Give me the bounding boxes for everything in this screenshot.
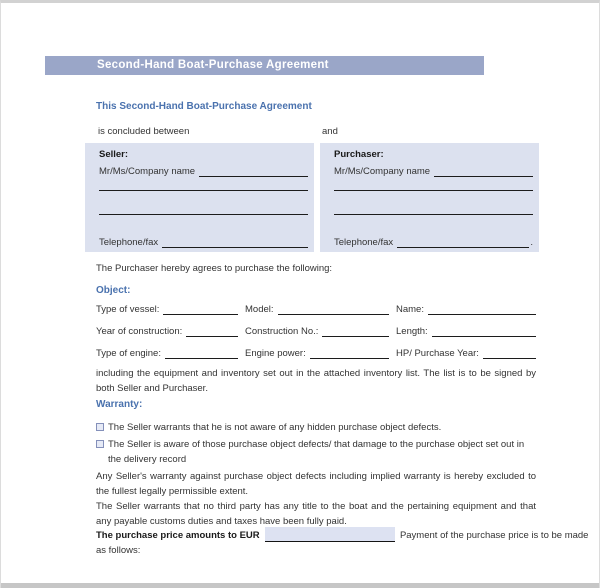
purchaser-extra-row-1	[334, 190, 533, 192]
type-of-engine-blank[interactable]	[165, 358, 238, 359]
year-of-construction-blank[interactable]	[186, 336, 238, 337]
type-of-vessel-blank[interactable]	[163, 314, 238, 315]
field-length: Length:	[396, 325, 536, 338]
intro-and-text: and	[322, 126, 338, 137]
purchase-intro-text: The Purchaser hereby agrees to purchase the following:	[96, 263, 333, 274]
warranty-heading: Warranty:	[96, 399, 143, 410]
checkbox-icon[interactable]	[96, 423, 104, 431]
seller-phone-row	[99, 236, 308, 249]
seller-address-blank-1[interactable]	[99, 190, 308, 191]
purchaser-phone-trailing: .	[530, 237, 533, 248]
price-after-text: Payment of the purchase price is to be made	[399, 530, 589, 541]
seller-box	[85, 143, 314, 252]
purchaser-phone-row	[334, 236, 533, 249]
purchaser-name-label: Mr/Ms/Company name	[334, 166, 431, 177]
warranty-option-1-label: The Seller warrants that he is not aware of any hidden purchase object defects.	[108, 422, 442, 433]
price-line	[96, 527, 589, 543]
engine-power-blank[interactable]	[310, 358, 389, 359]
checkbox-icon[interactable]	[96, 440, 104, 448]
purchaser-phone-blank[interactable]	[397, 247, 529, 248]
name-blank[interactable]	[428, 314, 536, 315]
warranty-option-2	[96, 437, 538, 467]
purchaser-box-title: Purchaser:	[334, 149, 384, 160]
intro-left-text: is concluded between	[98, 126, 190, 137]
object-row-3	[96, 347, 536, 360]
model-blank[interactable]	[278, 314, 389, 315]
page-bottom-edge	[1, 583, 599, 588]
purchase-price-input[interactable]	[265, 527, 395, 542]
purchaser-phone-label: Telephone/fax	[334, 237, 394, 248]
object-row-1	[96, 303, 536, 316]
seller-box-title: Seller:	[99, 149, 129, 160]
object-heading: Object:	[96, 285, 131, 296]
purchaser-address-blank-1[interactable]	[334, 190, 533, 191]
field-type-of-vessel: Type of vessel:	[96, 303, 238, 316]
warranty-option-1	[96, 420, 538, 435]
purchaser-name-row	[334, 165, 533, 178]
field-name: Name:	[396, 303, 536, 316]
purchaser-address-blank-2[interactable]	[334, 214, 533, 215]
field-model: Model:	[245, 303, 389, 316]
seller-extra-row-1	[99, 190, 308, 192]
purchaser-box	[320, 143, 539, 252]
seller-extra-row-2	[99, 214, 308, 216]
object-row-2	[96, 325, 536, 338]
price-lead-text: The purchase price amounts to EUR	[96, 530, 260, 541]
field-year-of-construction: Year of construction:	[96, 325, 238, 338]
field-construction-no: Construction No.:	[245, 325, 389, 338]
seller-name-row	[99, 165, 308, 178]
length-blank[interactable]	[432, 336, 536, 337]
price-section	[96, 527, 589, 558]
third-party-title-paragraph: The Seller warrants that no third party has any title to the boat and the pertaining equipment and that any payable customs duties and taxes have been fully paid.	[96, 501, 536, 527]
construction-no-blank[interactable]	[322, 336, 389, 337]
seller-address-blank-2[interactable]	[99, 214, 308, 215]
warranty-exclusion-paragraph: Any Seller's warranty against purchase object defects including implied warranty is hereby excluded to the fullest legally permissible extent.	[96, 471, 536, 497]
field-hp-purchase-year: HP/ Purchase Year:	[396, 347, 536, 360]
field-engine-power: Engine power:	[245, 347, 389, 360]
purchaser-name-blank[interactable]	[434, 176, 533, 177]
purchaser-extra-row-2	[334, 214, 533, 216]
agreement-heading: This Second-Hand Boat-Purchase Agreement	[96, 101, 312, 112]
title-bar	[45, 56, 484, 75]
inventory-note: including the equipment and inventory set out in the attached inventory list. The list is to be signed by both Seller and Purchaser.	[96, 368, 536, 394]
seller-phone-blank[interactable]	[162, 247, 308, 248]
price-second-line: as follows:	[96, 545, 141, 556]
field-type-of-engine: Type of engine:	[96, 347, 238, 360]
warranty-checkbox-list	[96, 420, 538, 469]
seller-phone-label: Telephone/fax	[99, 237, 159, 248]
warranty-option-2-label: The Seller is aware of those purchase object defects/ that damage to the purchase object set out in the delivery record	[108, 439, 525, 465]
seller-name-blank[interactable]	[199, 176, 308, 177]
seller-name-label: Mr/Ms/Company name	[99, 166, 196, 177]
document-title: Second-Hand Boat-Purchase Agreement	[97, 59, 329, 71]
hp-purchase-year-blank[interactable]	[483, 358, 536, 359]
